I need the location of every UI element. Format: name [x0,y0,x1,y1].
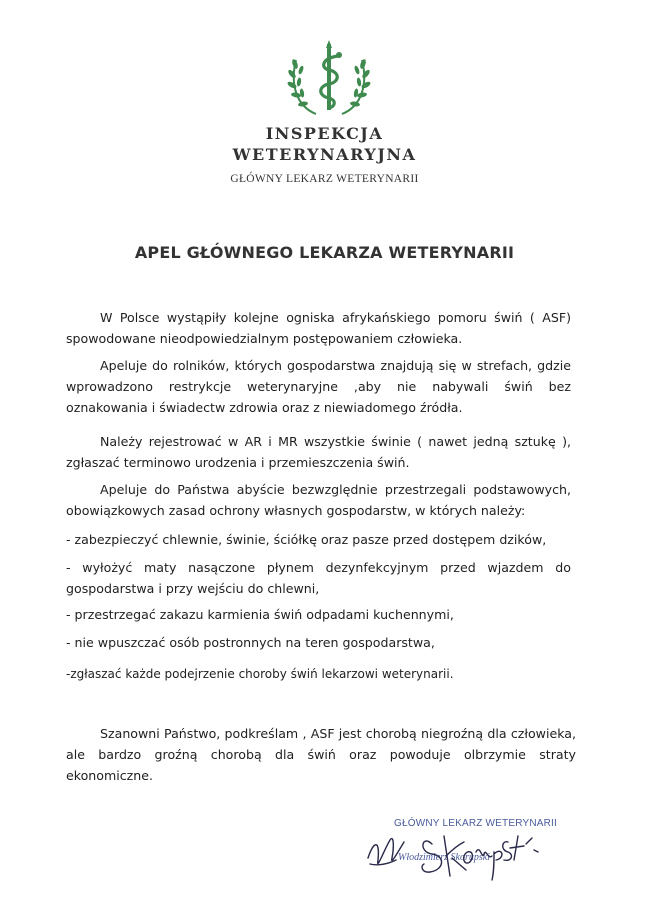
stamp-name: Włodzimierz Skorupski [398,852,490,863]
stamp-title: GŁÓWNY LEKARZ WETERYNARII [394,818,557,829]
org-name-line1: INSPEKCJA [265,124,384,143]
paragraph-2: Apeluje do rolników, których gospodarstwa znajdują się w strefach, gdzie wprowadzono restrykcje weterynaryjne ,aby nie nabywali świń bez oznakowania i świadectw zdrowia oraz z niewiadomego źródła. [66,358,571,415]
paragraph-3: Należy rejestrować w AR i MR wszystkie świnie ( nawet jedną sztukę ), zgłaszać terminowo urodzenia i przemieszczenia świń. [66,434,571,470]
signature-block [360,800,560,890]
handwritten-signature [360,800,560,890]
list-item-5: -zgłaszać każde podejrzenie choroby świń lekarzowi weterynarii. [66,667,454,681]
document-title: APEL GŁÓWNEGO LEKARZA WETERYNARII [134,243,515,262]
paragraph-1: W Polsce wystąpiły kolejne ogniska afrykańskiego pomoru świń ( ASF) spowodowane nieodpowiedzialnym postępowaniem człowieka. [66,310,571,346]
closing-paragraph: Szanowni Państwo, podkreślam , ASF jest chorobą niegroźną dla człowieka, ale bardzo groźną chorobą dla świń oraz powoduje olbrzymie straty ekonomiczne. [66,726,576,783]
list-item-4: - nie wpuszczać osób postronnych na teren gospodarstwa, [66,635,435,650]
org-subtitle: GŁÓWNY LEKARZ WETERYNARII [230,173,419,185]
list-item-1: - zabezpieczyć chlewnie, świnie, ściółkę oraz pasze przed dostępem dzików, [66,532,547,547]
org-name-line2: WETERYNARYJNA [232,145,417,164]
veterinary-caduceus-wreath-icon [286,40,372,118]
list-item-2: - wyłożyć maty nasączone płynem dezynfekcyjnym przed wjazdem do gospodarstwa i przy wejściu do chlewni, [66,560,571,596]
list-item-3: - przestrzegać zakazu karmienia świń odpadami kuchennymi, [66,607,454,622]
paragraph-4: Apeluje do Państwa abyście bezwzględnie przestrzegali podstawowych, obowiązkowych zasad ochrony własnych gospodarstw, w których należy: [66,482,571,518]
